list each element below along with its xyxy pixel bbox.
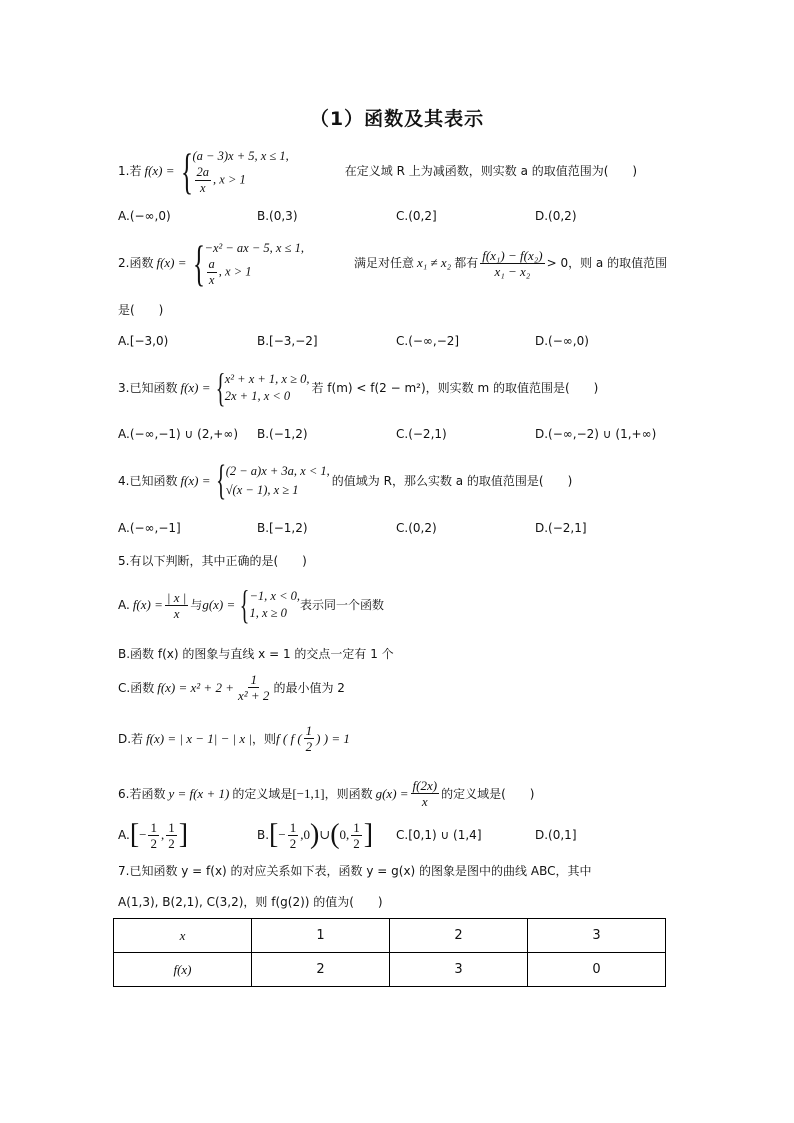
q6-stem	[118, 778, 534, 809]
q2-option-b[interactable]: B.[−3,−2]	[257, 334, 318, 348]
q1-case2-den: x	[199, 180, 206, 195]
q5-d-den: 2	[305, 739, 313, 754]
q6-domain: [−1,1]	[292, 785, 325, 801]
q4-option-b[interactable]: B.[−1,2)	[257, 521, 308, 535]
q5-a-mid: 与	[190, 598, 203, 612]
q1-option-a[interactable]: A.(−∞,0)	[118, 209, 171, 223]
q5-a-brace: {	[240, 582, 250, 627]
table-cell: 2	[252, 953, 390, 987]
q2-number: 2.函数	[118, 256, 154, 270]
q1-option-c[interactable]: C.(0,2]	[396, 209, 437, 223]
q5-c-tail: 的最小值为 2	[273, 680, 345, 695]
q7-line2: A(1,3), B(2,1), C(3,2)，则 f(g(2)) 的值为( )	[118, 895, 383, 909]
q6-text3: 的定义域是( )	[441, 786, 535, 801]
q6-number: 6.若函数	[118, 786, 166, 801]
q2-text2: 都有	[454, 256, 479, 270]
q6-option-d[interactable]: D.(0,1]	[535, 828, 577, 842]
table-cell: f(x)	[114, 953, 252, 987]
q5-option-b[interactable]: B.函数 f(x) 的图象与直线 x = 1 的交点一定有 1 个	[118, 647, 394, 661]
q5-d-label: D.若	[118, 731, 144, 746]
table-cell: 0	[528, 953, 666, 987]
q6-b-label: B.	[257, 828, 270, 842]
q3-number: 3.已知函数	[118, 381, 178, 395]
q5-d-num: 1	[305, 723, 313, 738]
q5-option-a[interactable]	[118, 582, 385, 627]
q3-text: 若 f(m) < f(2 − m²)，则实数 m 的取值范围是( )	[311, 381, 599, 395]
table-cell: 2	[390, 919, 528, 953]
q5-a-den: x	[173, 605, 180, 621]
q2-case2-tail: , x > 1	[218, 263, 252, 278]
q4-brace: {	[215, 458, 226, 504]
q4-text: 的值域为 R，那么实数 a 的取值范围是( )	[331, 474, 573, 488]
q1-text: 在定义域 R 上为减函数，则实数 a 的取值范围为( )	[344, 164, 638, 178]
q2-text3: > 0，则 a 的取值范围	[546, 256, 668, 270]
q6-text2: ，则函数	[324, 786, 373, 801]
q5-a-label: A.	[118, 598, 130, 612]
q5-option-d[interactable]	[118, 723, 350, 754]
q5-c-num: 1	[250, 672, 257, 687]
q6-text1: 的定义域是	[232, 786, 293, 801]
q5-c-expr: f(x) = x² + 2 +	[157, 679, 234, 695]
q7-line1: 7.已知函数 y = f(x) 的对应关系如下表，函数 y = g(x) 的图象是图中的曲线 ABC，其中	[118, 864, 592, 878]
q5-d-ff: f ( f (	[276, 730, 302, 746]
q2-cond: x₁ ≠ x₂	[416, 255, 452, 270]
q1-brace: {	[180, 143, 193, 199]
q1-number: 1.若	[118, 164, 142, 178]
q5-a-case1: −1, x < 0,	[249, 589, 301, 603]
q2-fx: f(x) =	[156, 255, 187, 270]
q4-case1: (2 − a)x + 3a, x < 1,	[225, 464, 330, 478]
q4-stem	[118, 460, 572, 502]
table-row	[114, 953, 666, 987]
q3-case2: 2x + 1, x < 0	[224, 389, 291, 403]
q4-option-a[interactable]: A.(−∞,−1]	[118, 521, 181, 535]
table-cell: 1	[252, 919, 390, 953]
q4-option-d[interactable]: D.(−2,1]	[535, 521, 587, 535]
q5-d-mid: ，则	[252, 731, 277, 746]
q5-stem: 5.有以下判断，其中正确的是( )	[118, 554, 307, 568]
q2-text4: 是( )	[118, 303, 164, 317]
q6-a-label: A.	[118, 828, 130, 842]
q2-option-a[interactable]: A.[−3,0)	[118, 334, 169, 348]
q2-case2-num: a	[208, 256, 215, 271]
table-cell: 3	[390, 953, 528, 987]
q6-g-den: x	[421, 794, 428, 809]
q5-a-case2: 1, x ≥ 0	[249, 606, 287, 620]
q6-option-a[interactable]: A. [ − $\frac{1}{2}$ , $\frac{1}{2}$ ]	[118, 819, 189, 851]
q1-option-b[interactable]: B.(0,3)	[257, 209, 298, 223]
q3-stem	[118, 365, 599, 410]
q5-d-expr: f(x) = | x − 1| − | x |	[146, 730, 253, 746]
q1-option-d[interactable]: D.(0,2)	[535, 209, 577, 223]
q1-case2-tail: , x > 1	[213, 171, 246, 186]
q2-option-d[interactable]: D.(−∞,0)	[535, 334, 589, 348]
q5-c-label: C.函数	[118, 680, 155, 695]
q5-a-gx: g(x) =	[202, 597, 236, 612]
q2-text1: 满足对任意	[353, 256, 414, 270]
q5-c-den: x² + 2	[237, 688, 270, 703]
table-row	[114, 919, 666, 953]
q1-case2-num: 2a	[196, 164, 210, 179]
q6-option-c[interactable]: C.[0,1) ∪ (1,4]	[396, 828, 482, 842]
q2-case2-den: x	[208, 272, 215, 287]
q2-frac-num: f(x₁) − f(x₂)	[482, 247, 543, 263]
q4-case2: √(x − 1), x ≥ 1	[225, 483, 299, 497]
q4-fx: f(x) =	[180, 473, 211, 488]
q3-option-c[interactable]: C.(−2,1)	[396, 427, 447, 441]
q2-case1: −x² − ax − 5, x ≤ 1,	[204, 240, 304, 255]
q6-g-num: f(2x)	[412, 778, 438, 793]
q3-case1: x² + x + 1, x ≥ 0,	[224, 372, 310, 386]
q2-brace: {	[192, 235, 205, 291]
q1-fx: f(x) =	[144, 163, 175, 178]
q3-option-b[interactable]: B.(−1,2)	[257, 427, 308, 441]
q2-stem	[118, 235, 668, 291]
q5-a-fx: f(x) =	[132, 597, 163, 612]
q5-a-num: | x |	[166, 589, 187, 605]
q6-gx: g(x) =	[375, 785, 409, 801]
q3-option-a[interactable]: A.(−∞,−1) ∪ (2,+∞)	[118, 427, 239, 441]
q1-case1: (a − 3)x + 5, x ≤ 1,	[192, 148, 289, 163]
q5-d-tail: ) ) = 1	[316, 730, 350, 746]
page-title: （1）函数及其表示	[309, 108, 485, 130]
q5-a-tail: 表示同一个函数	[300, 598, 385, 612]
q6-option-b[interactable]: B. [ − $\frac{1}{2}$ ,0 ) ∪ ( 0, $\frac{1}{2}$ ]	[257, 819, 374, 851]
q3-option-d[interactable]: D.(−∞,−2) ∪ (1,+∞)	[535, 427, 657, 441]
q1-stem	[118, 143, 638, 199]
q4-option-c[interactable]: C.(0,2)	[396, 521, 437, 535]
q6-expr1: y = f(x + 1)	[168, 785, 230, 801]
table-cell: x	[114, 919, 252, 953]
value-table	[113, 918, 666, 987]
q2-option-c[interactable]: C.(−∞,−2]	[396, 334, 460, 348]
q4-number: 4.已知函数	[118, 474, 178, 488]
table-cell: 3	[528, 919, 666, 953]
q3-brace: {	[215, 365, 225, 410]
q3-fx: f(x) =	[180, 380, 211, 395]
q5-option-c[interactable]	[118, 672, 345, 703]
q2-frac-den: x₁ − x₂	[494, 263, 531, 279]
